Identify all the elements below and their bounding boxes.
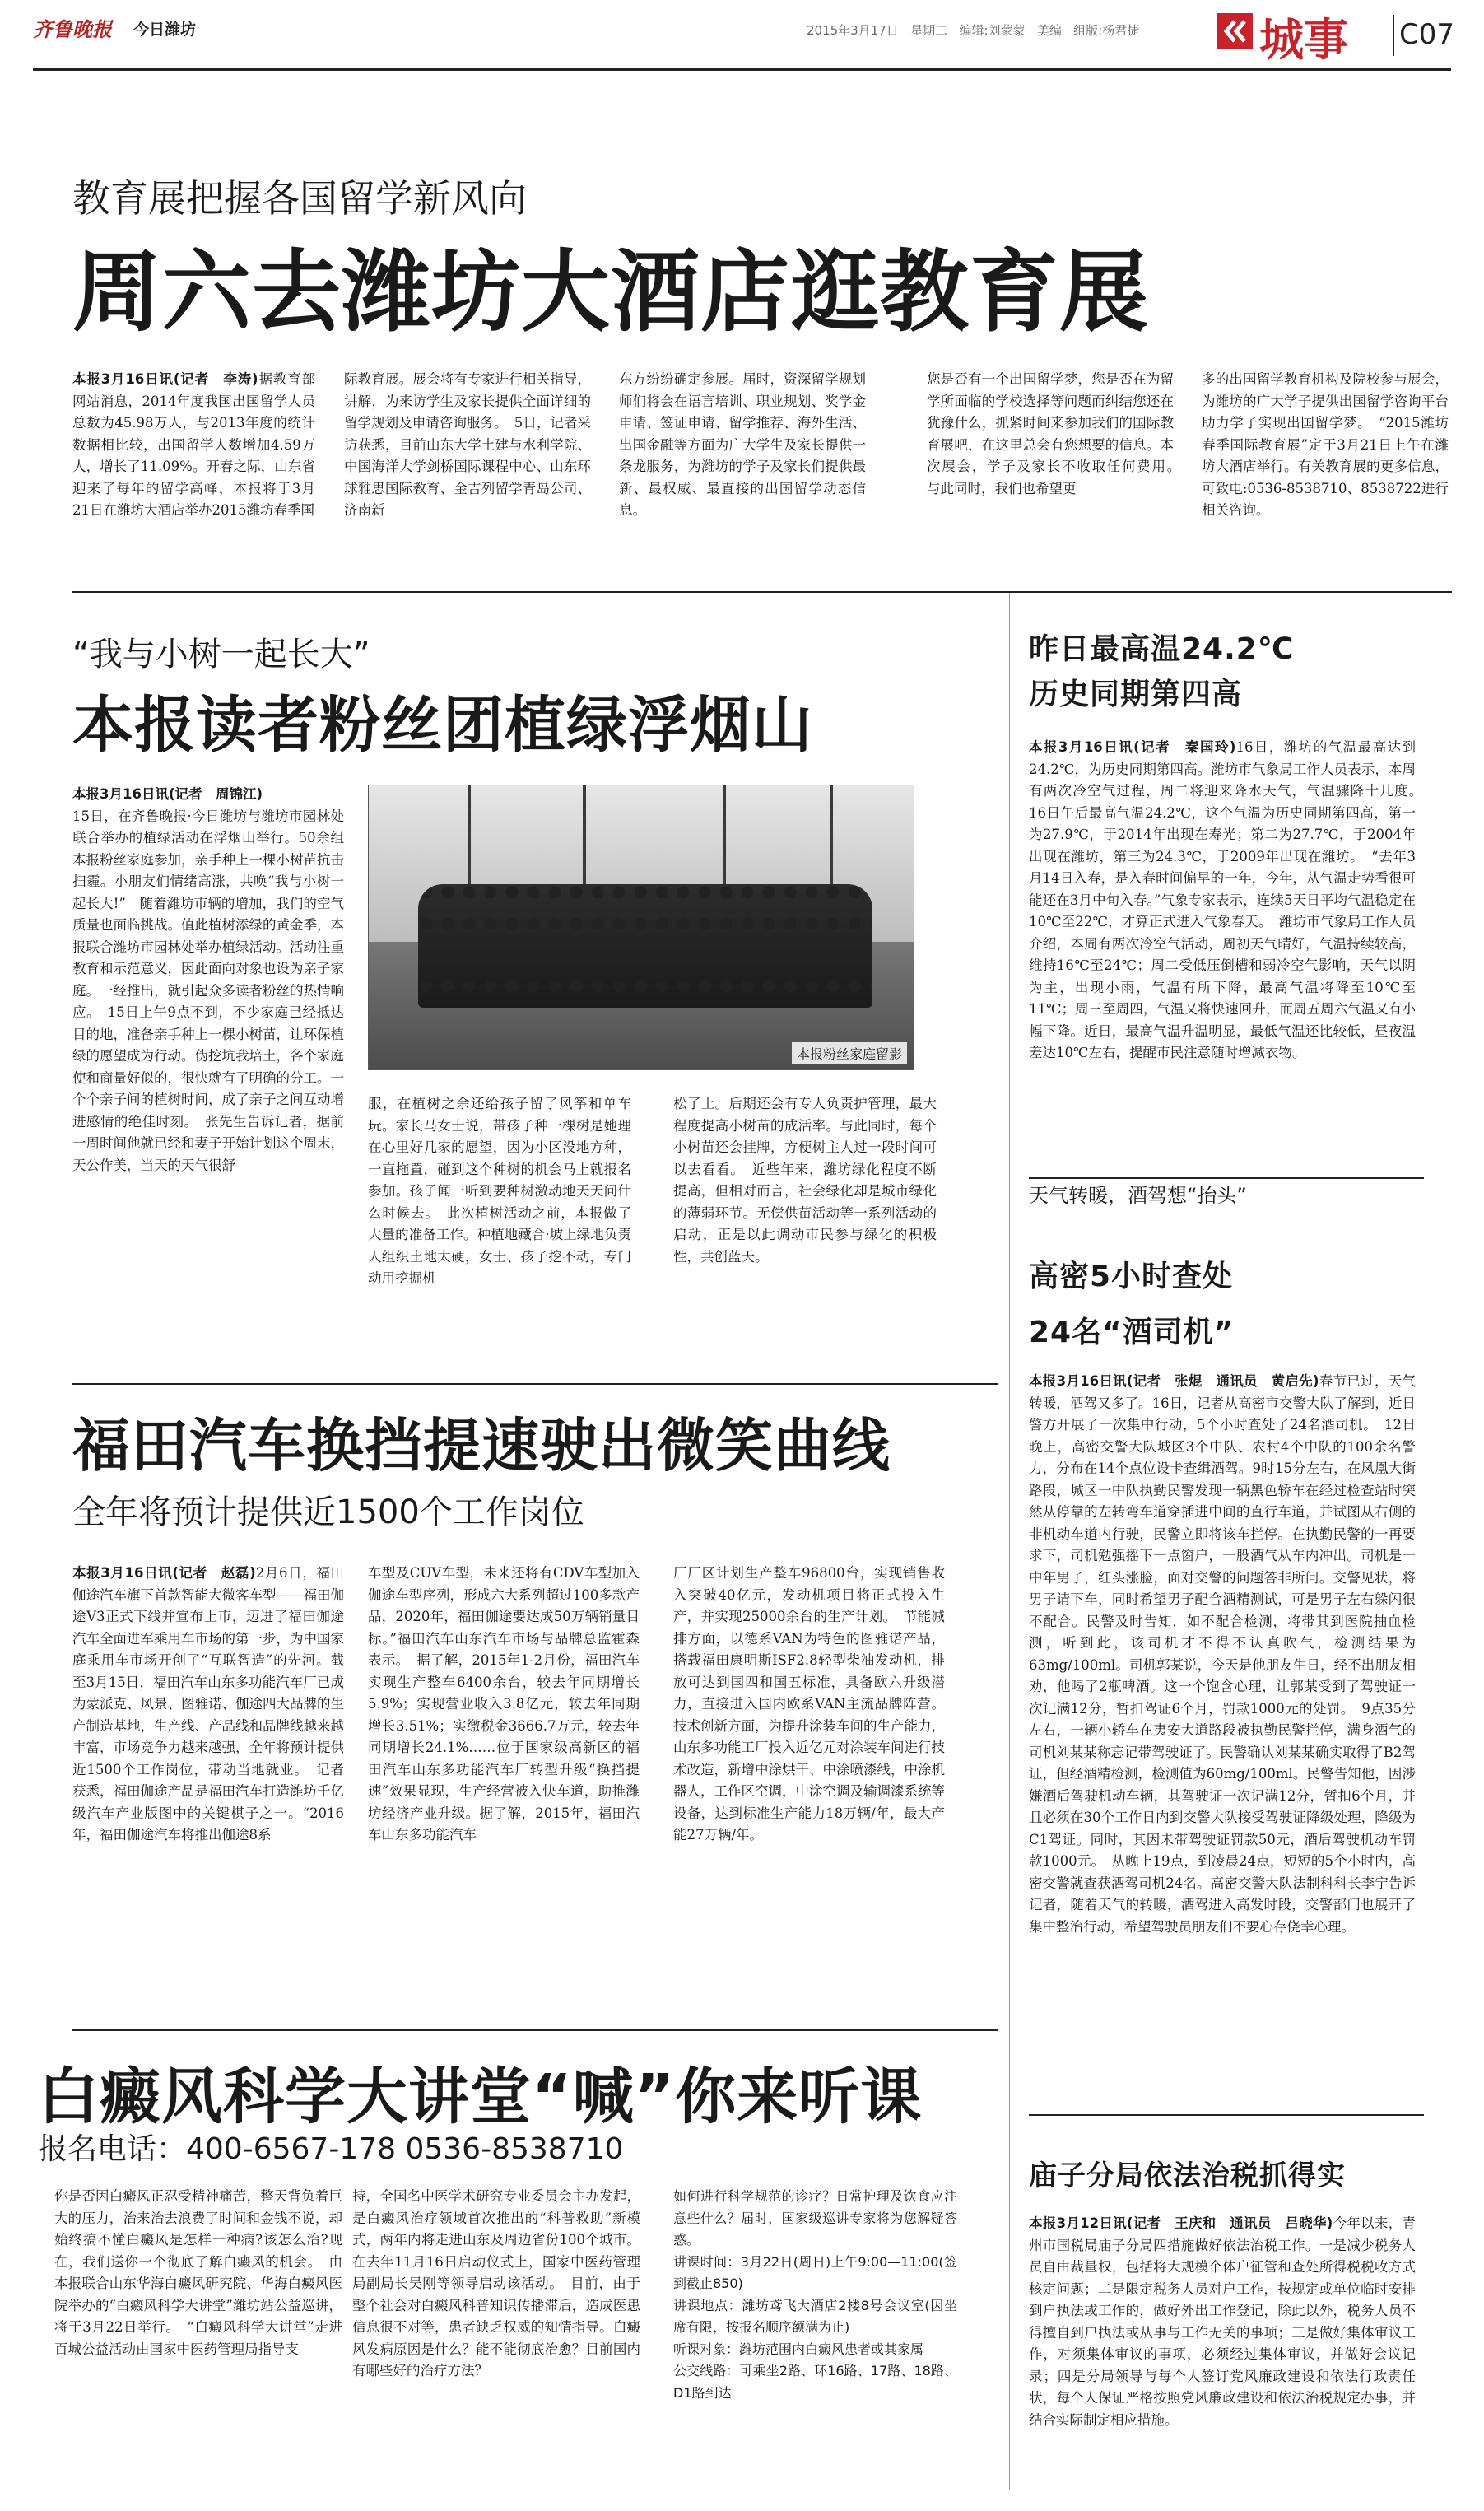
article-headline: 周六去潍坊大酒店逛教育展 <box>72 241 1150 344</box>
article-byline: 本报3月12日讯(记者 王庆和 通讯员 吕晓华) <box>1029 2215 1333 2231</box>
column-text: 如何进行科学规范的诊疗？日常护理及饮食应注意些什么？届时，国家级巡讲专家将为您解疑答惑。 <box>673 2188 957 2248</box>
column-text: 今年以来，青州市国税局庙子分局四措施做好依法治税工作。一是减少税务人员自由裁量权，包括将大规模个体户征管和查处所得税税收方式核定问题；二是限定税务人员对户工作，按规定或单位临时安排到户执法或工作的，做好外出工作登记，除此以外，税务人员不得擅自到户执法或从事与工作无关的事项；三是做好集体审议工作，对须集体审议的事项，必须经过集体审议，并做好会议记录；四是分局领导与每个人签订党风廉政建设和依法行政责任状，每个人保证严格按照党风廉政建设和依法治税规定办事，并结合实际制定相应措施。 <box>1029 2215 1417 2428</box>
column-text: 车型及CUV车型，未来还将有CDV车型加入伽途车型序列，形成六大系列超过100多款产品，2020年，福田伽途要达成50万辆销量目标。”福田汽车山东汽车市场与品牌总监霍森表示。 据了解，2015年1-2月份，福田汽车实现生产整车6400余台，较去年同期增长5.9%；实现营业收入3.8亿元，较去年同期增长3.51%；实缴税金3666.7万元，较去年同期增长24.1%……位于国家级高新区的福田汽车山东多功能汽车厂转型升级“换挡提速”效果显现，生产经营被入快车道，助推潍坊经济产业升级。据了解，2015年，福田汽车山东多功能汽车 <box>368 1565 640 1842</box>
article-byline: 本报3月16日讯(记者 赵磊) <box>72 1565 256 1581</box>
article-byline: 本报3月16日讯(记者 秦国玲) <box>1029 739 1236 755</box>
article-subhead: 全年将预计提供近1500个工作岗位 <box>72 1493 584 1531</box>
article-column <box>1029 2213 1416 2493</box>
column-text: 16日，潍坊的气温最高达到24.2℃，为历史同期第四高。潍坊市气象局工作人员表示，本周有两次冷空气过程，周二将迎来降水天气，气温骤降十几度。 16日午后最高气温24.2℃，这个气温为历史同期第四高，第一为27.9℃，于2014年出现在寿光；第二为27.7℃，于2004年出现在潍坊，第三为24.3℃，于2009年出现在潍坊。 “去年3月14日入春，是入春时间偏早的一年，今年，从气温走势看很可能还在3月中旬入春。”气象专家表示，连续5天日平均气温稳定在10℃至22℃，才算正式进入气象春天。 潍坊市气象局工作人员介绍，本周有两次冷空气活动，周初天气晴好，气温持续较高，维持16℃至24℃；周二受低压倒槽和弱冷空气影响，天气以阴为主，出现小雨，气温有所下降，最高气温将降至10℃至11℃；周三至周四，气温又将快速回升，而周五周六气温又有小幅下降。近日，最高气温升温明显，最低气温还比较低，昼夜温差达10℃左右，提醒市民注意随时增减衣物。 <box>1029 739 1430 1060</box>
article-column <box>1202 369 1449 566</box>
article-column <box>619 369 866 566</box>
article-column <box>673 1093 937 1369</box>
column-text: 春节已过，天气转暖，酒驾又多了。16日，记者从高密市交警大队了解到，近日警方开展了一次集中行动，5个小时查处了24名酒司机。 12日晚上，高密交警大队城区3个中队、农村4个中队的100余名警力，分布在14个点位设卡查缉酒驾。9时15分左右，在凤凰大街路段，城区一中队执勤民警发现一辆黑色轿车在经过检查站时突然从停靠的左转弯车道穿插进中间的直行车道，并试图从右侧的非机动车道内行驶，民警立即将该车拦停。在执勤民警的一再要求下，司机勉强摇下一点窗户，一股酒气从车内冲出。司机是一中年男子，红头涨脸，面对交警的问题答非所问。交警见状，将男子请下车，同时希望男子配合酒精测试，可是男子左右躲闪很不配合。民警及时告知，如不配合检测，将带其到医院抽血检测，听到此，该司机才不得不认真吹气，检测结果为63mg/100ml。司机郭某说，今天是他朋友生日，经不出朋友相劝，他喝了2瓶啤酒。这一个饱含心理，让郭某受到了驾驶证一次记满12分，暂扣驾证6个月，罚款1000元的处罚。 9点35分左右，一辆小轿车在夷安大道路段被执勤民警拦停，满身酒气的司机刘某某称忘记带驾驶证了。民警确认刘某某确实取得了B2驾证，但经酒精检测，检测值为60mg/100ml。民警告知他，因涉嫌酒后驾驶机动车辆，其驾驶证一次记满12分，暂扣6个月，并且必须在30个工作日内到交警大队接受驾驶证降级处理，降级为C1驾证。同时，其因未带驾驶证罚款50元，酒后驾驶机动车罚款1000元。 从晚上19点，到凌晨24点，短短的5个小时内，高密交警就查获酒驾司机24名。高密交警大队法制科科长李宁告诉记者，随着天气的转暖，酒驾进入高发时段，交警部门也展开了集中整治行动，希望驾驶员朋友们不要心存侥幸心理。 <box>1029 1373 1417 1935</box>
editor-credit: 编辑:刘蒙蒙 <box>959 23 1026 38</box>
article-column <box>1029 1371 1416 2095</box>
page-number: C07 <box>1399 18 1455 51</box>
column-text: 您是否有一个出国留学梦，您是否在为留学所面临的学校选择等问题而纠结您还在犹豫什么，抓紧时间来参加我们的国际教育展吧，在这里总会有您想要的信息。本次展会，学子及家长不收取任何费用。 与此同时，我们也希望更 <box>927 371 1188 496</box>
column-text: 服，在植树之余还给孩子留了风筝和单车玩。家长马女士说，带孩子种一棵树是她理在心里好几家的愿望，因为小区没地方种，一直拖置，碰到这个种树的机会马上就报名参加。孩子闻一听到要种树激动地天天问什么时候去。 此次植树活动之前，本报做了大量的准备工作。种植地藏合·坡上绿地负责人组织土地太硬，女士、孩子挖不动，专门动用挖掘机 <box>368 1096 631 1286</box>
article-headline: 庙子分局依法治税抓得实 <box>1029 2159 1346 2192</box>
issue-weekday: 星期二 <box>910 23 948 38</box>
lecture-time: 讲课时间：3月22日(周日)上午9:00—11:00(签到截止850) <box>673 2253 957 2291</box>
section-title: 城事 <box>1259 14 1348 66</box>
article-column <box>927 369 1188 566</box>
column-text: 据教育部网站消息，2014年度我国出国留学人员总数为45.98万人，与2013年度的统计数据相比较，出国留学人数增加4.59万人，增长了11.09%。开春之际，山东省迎来了每年的留学高峰，本报将于3月21日在潍坊大酒店举办2015潍坊春季国 <box>72 371 315 518</box>
column-text: 持，全国名中医学术研究专业委员会主办发起，是白癜风治疗领域首次推出的“科普救助”新模式，两年内将走进山东及周边省份100个城市。在去年11月16日启动仪式上，国家中医药管理局副局长吴刚等领导启动该活动。 目前，由于整个社会对白癜风科普知识传播滞后，造成医患信息很不对等，患者缺乏权威的知情指导。白癜风发病原因是什么？能不能彻底治愈？目前国内有哪些好的治疗方法？ <box>352 2188 640 2378</box>
issue-date: 2015年3月17日 <box>807 23 899 38</box>
article-column <box>368 1563 640 2007</box>
article-column <box>54 2186 342 2495</box>
article-column <box>368 1093 631 1369</box>
article-byline: 本报3月16日讯(记者 李涛) <box>72 371 258 387</box>
column-text: 多的出国留学教育机构及院校参与展会，为潍坊的广大学子提供出国留学咨询平台助力学子实现出国留学梦。 “2015潍坊春季国际教育展”定于3月21日上午在潍坊大酒店举行。有关教育展的更多信息，可致电:0536-8538710、8538722进行相关咨询。 <box>1202 371 1449 518</box>
sidebar-divider <box>1009 593 1010 2490</box>
column-text: 松了土。后期还会有专人负责护管理，最大程度提高小树苗的成活率。与此同时，每个小树苗还会挂牌，方便树主人过一段时间可以去看看。 近些年来，潍坊绿化程度不断提高，但相对而言，社会绿化却是城市绿化的薄弱环节。无偿供苗活动等一系列活动的启动，正是以此调动市民参与绿化的积极性，共创蓝天。 <box>673 1096 937 1265</box>
article-kicker: 天气转暖，酒驾想“抬头” <box>1029 1184 1247 1207</box>
column-text: 2月6日，福田伽途汽车旗下首款智能大微客车型——福田伽途V3正式下线并宣布上市，迈进了福田伽途汽车全面进军乘用车市场的第一步，为中国家庭乘用车市场开创了“互联智造”的先河。截至3月15日，福田汽车山东多功能汽车厂已成为蒙派克、风景、图雅诺、伽途四大品牌的生产制造基地，生产线、产品线和品牌线越来越丰富，市场竞争力越来越强，全年将预计提供近1500个工作岗位，带动当地就业。 记者获悉，福田伽途产品是福田汽车打造潍坊千亿级汽车产业版图中的关键棋子之一。“2016年，福田伽途汽车将推出伽途8系 <box>72 1565 344 1842</box>
article-column <box>344 369 591 566</box>
article-headline: 福田汽车换挡提速驶出微笑曲线 <box>72 1412 891 1479</box>
column-text: 东方纷纷确定参展。届时，资深留学规划师们将会在语言培训、职业规划、奖学金申请、签证申请、留学推荐、海外生活、出国金融等方面为广大学生及家长提供一条龙服务，为潍坊的学子及家长们提供最新、最权威、最直接的出国留学动态信息。 <box>619 371 866 518</box>
article-column <box>1029 737 1430 1169</box>
section-rule <box>72 1383 998 1385</box>
article-headline: 本报读者粉丝团植绿浮烟山 <box>72 690 813 761</box>
section-rule <box>72 2029 998 2031</box>
photo-caption: 本报粉丝家庭留影 <box>792 1042 907 1064</box>
section-rule <box>1029 2114 1424 2116</box>
article-column <box>72 1563 344 2007</box>
section-label: 今日潍坊 <box>133 21 197 39</box>
article-column <box>72 784 344 1360</box>
masthead-rule <box>33 68 1451 71</box>
bus-routes: 公交线路：可乘坐2路、环16路、17路、18路、D1路到达 <box>673 2363 957 2401</box>
article-column <box>72 369 315 566</box>
lecture-venue: 讲课地点：潍坊鸢飞大酒店2楼8号会议室(因坐席有限，按报名顺序额满为止) <box>673 2297 957 2335</box>
article-headline: 高密5小时查处 <box>1029 1260 1234 1293</box>
article-kicker: 教育展把握各国留学新风向 <box>72 176 527 221</box>
article-byline: 本报3月16日讯(记者 周锦江) <box>72 786 263 802</box>
article-headline: 白癜风科学大讲堂“喊”你来听课 <box>38 2061 923 2132</box>
column-text: 际教育展。展会将有专家进行相关指导，讲解，为来访学生及家长提供全面详细的留学规划及申请咨询服务。 5日，记者采访获悉，目前山东大学土建与水利学院、中国海洋大学剑桥国际课程中心、山东环球雅思国际教育、金吉列留学青岛公司、济南新 <box>344 371 591 518</box>
paper-logo: 齐鲁晚报 <box>33 17 112 41</box>
column-text: 厂厂区计划生产整车96800台，实现销售收入突破40亿元，发动机项目将正式投入生产，并实现25000余台的生产计划。 节能减排方面，以德系VAN为特色的图雅诺产品，搭载福田康明斯ISF2.8轻型柴油发动机，排放可达到国四和国五标准，具备欧六升级潜力，直接进入国内欧系VAN主流品牌阵营。技术创新方面，为提升涂装车间的生产能力，山东多功能工厂投入近亿元对涂装车间进行技术改造，新增中涂烘干、中涂喷漆线，中涂机器人，工作区空调，中涂空调及输调漆系统等设备，达到标准生产能力18万辆/年，最大产能27万辆/年。 <box>673 1565 945 1842</box>
layout-credit: 组版:杨君捷 <box>1073 23 1140 38</box>
signup-phone: 报名电话：400-6567-178 0536-8538710 <box>38 2132 624 2166</box>
column-text: 15日，在齐鲁晚报·今日潍坊与潍坊市园林处联合举办的植绿活动在浮烟山举行。50余组本报粉丝家庭参加，亲手种上一棵小树苗抗击扫霾。小朋友们情绪高涨，共唤“我与小树一起长大!” 随着潍坊市辆的增加，我们的空气质量也面临挑战。值此植树添绿的黄金季，本报联合潍坊市园林处举办植绿活动。活动注重教育和示范意义，因此面向对象也设为亲子家庭。一经推出，就引起众多读者粉丝的热情响应。 15日上午9点不到，不少家庭已经抵达目的地，准备亲手种上一棵小树苗，让环保植绿的愿望成为行动。伪挖坑我培土，各个家庭使和商量好似的，很快就有了明确的分工。一个个亲子间的植树时间，成了亲子之间互动增进感情的绝佳时刻。 张先生告诉记者，据前一周时间他就已经和妻子开始计划这个周末，天公作美，当天的天气很舒 <box>72 808 344 1173</box>
article-kicker: “我与小树一起长大” <box>72 636 370 673</box>
article-column <box>673 2186 957 2495</box>
article-byline: 本报3月16日讯(记者 张焜 通讯员 黄启先) <box>1029 1373 1319 1389</box>
article-column <box>673 1563 945 2007</box>
header-meta <box>807 21 1139 39</box>
article-headline-line2: 24名“酒司机” <box>1029 1316 1235 1349</box>
lecture-audience: 听课对象：潍坊范围内白癜风患者或其家属 <box>673 2341 924 2357</box>
column-text: 你是否因白癜风正忍受精神痛苦，整天背负着巨大的压力，治来治去浪费了时间和金钱不说，却始终搞不懂白癜风是怎样一种病?该怎么治?现在，我们送你一个彻底了解白癜风的机会。 由本报联合山东华海白癜风研究院、华海白癜风医院举办的“白癜风科学大讲堂”潍坊站公益巡讲，将于3月22日举行。 “白癜风科学大讲堂”走进百城公益活动由国家中医药管理局指导支 <box>54 2188 342 2357</box>
double-chevron-left-icon <box>1217 13 1253 49</box>
article-column <box>352 2186 640 2495</box>
masthead <box>0 0 1484 99</box>
group-photo <box>368 785 914 1070</box>
art-credit: 美编 <box>1036 23 1062 38</box>
article-headline: 昨日最高温24.2℃ <box>1029 632 1295 666</box>
section-rule <box>72 591 1452 593</box>
article-headline-line2: 历史同期第四高 <box>1029 678 1243 711</box>
header-divider <box>1393 15 1394 56</box>
